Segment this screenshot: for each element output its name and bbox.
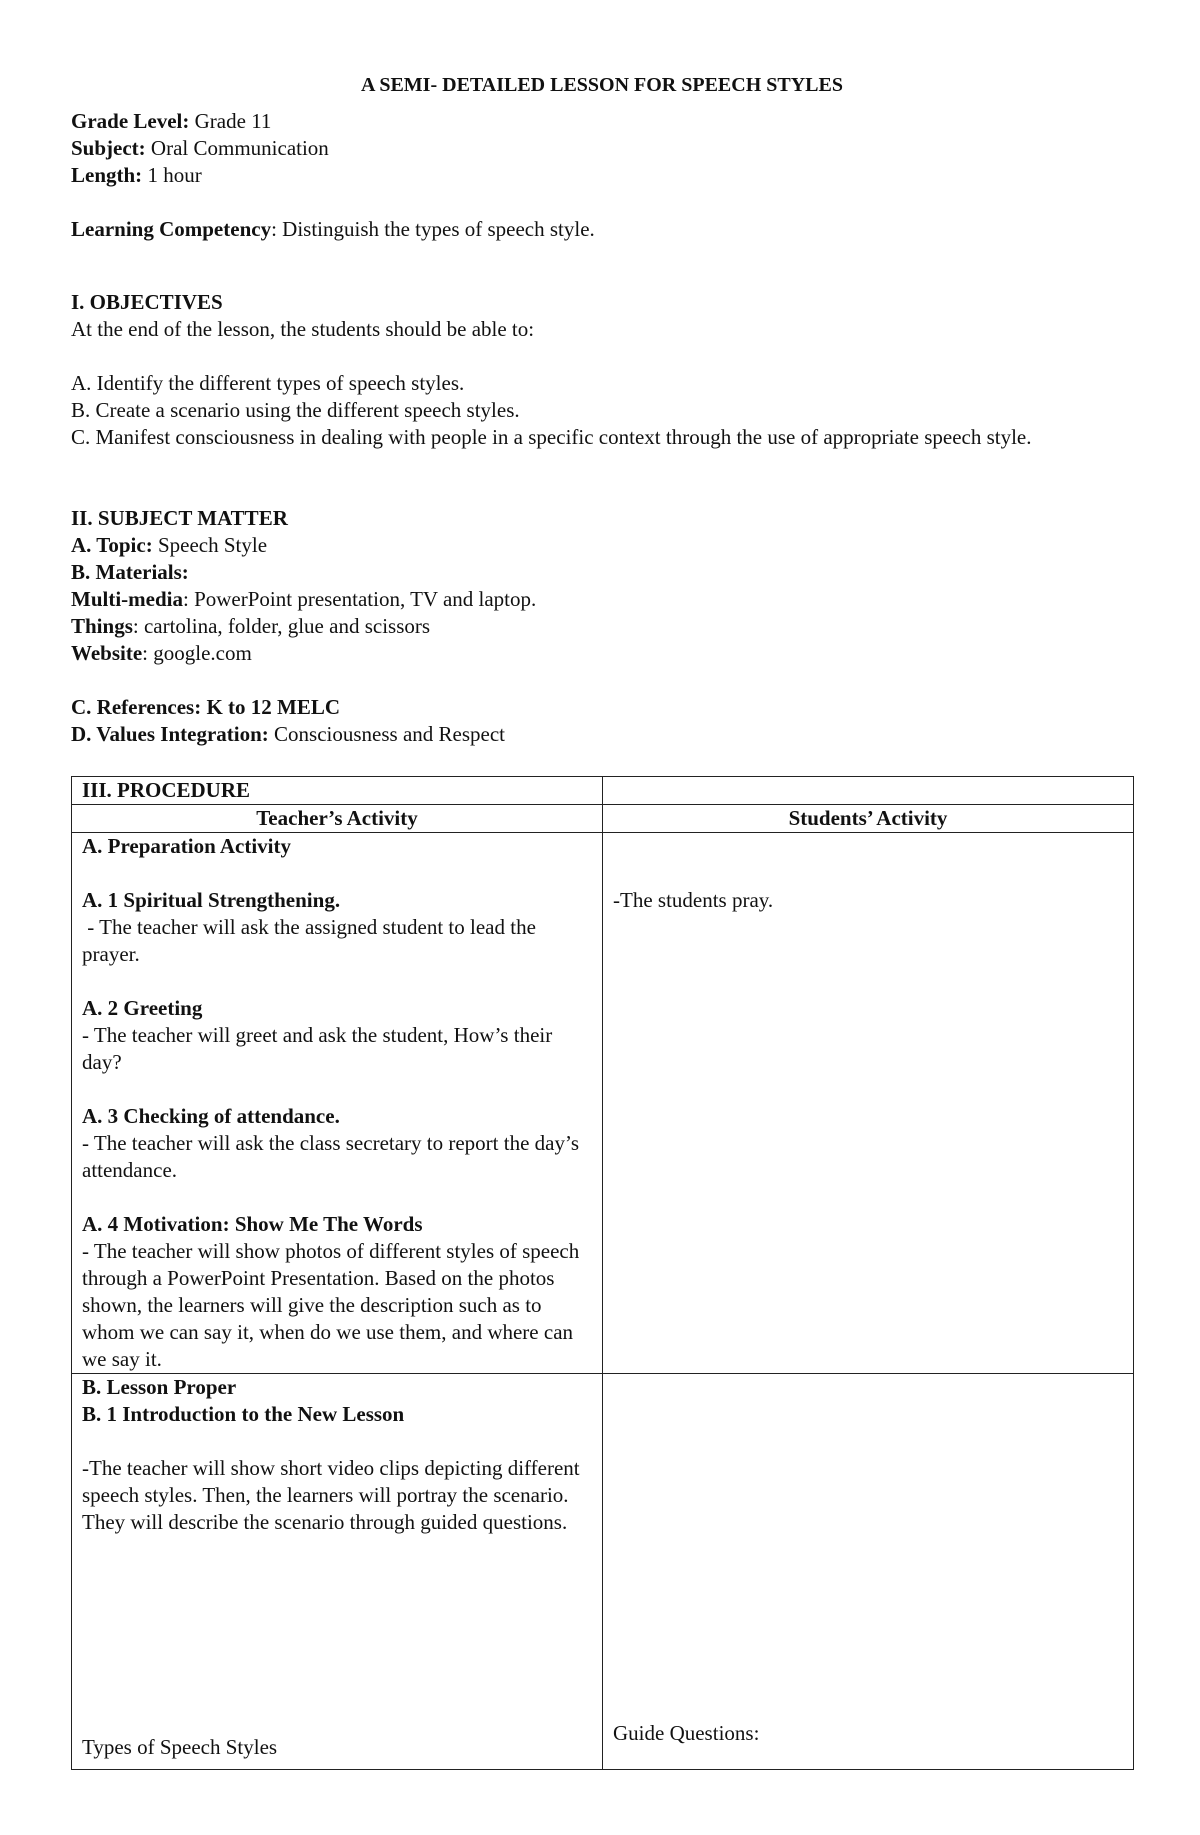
- lesson-proper-students-cell: [603, 1374, 1134, 1770]
- a4-text: - The teacher will show photos of different styles of speech through a PowerPoint Presentation. Based on the photos shown, the learners will give the description such as to whom we can say it, when do we use them, and where can we say it.: [82, 1239, 580, 1371]
- empty-cell: [603, 777, 1134, 805]
- website-label: Website: [71, 641, 143, 665]
- preparation-students-cell: [603, 833, 1134, 1374]
- b1-text: -The teacher will show short video clips depicting different speech styles. Then, the learners will portray the scenario. They will describe the scenario through guided questions.: [82, 1456, 580, 1534]
- grade-level-label: Grade Level:: [71, 109, 190, 133]
- multimedia-line: [71, 586, 1133, 613]
- procedure-table: [71, 776, 1134, 1770]
- objective-item: A. Identify the different types of speech styles.: [71, 371, 465, 395]
- a1-text: - The teacher will ask the assigned student to lead the prayer.: [82, 915, 542, 966]
- subject-matter-heading: II. SUBJECT MATTER: [71, 506, 288, 530]
- lesson-proper-cell: [72, 1374, 603, 1770]
- references-line: C. References: K to 12 MELC: [71, 695, 341, 719]
- website-line: [71, 640, 1133, 667]
- objectives-section: [71, 289, 1133, 451]
- lesson-proper-heading: B. Lesson Proper: [82, 1375, 237, 1399]
- a2-text: - The teacher will greet and ask the student, How’s their day?: [82, 1023, 553, 1074]
- values-label: D. Values Integration:: [71, 722, 269, 746]
- teacher-activity-header: Teacher’s Activity: [72, 805, 603, 833]
- a1-student-response: -The students pray.: [613, 888, 774, 912]
- objectives-heading: I. OBJECTIVES: [71, 290, 223, 314]
- a3-heading: A. 3 Checking of attendance.: [82, 1104, 340, 1128]
- document-title: A SEMI- DETAILED LESSON FOR SPEECH STYLES: [361, 74, 843, 96]
- table-row: [72, 777, 1134, 805]
- preparation-heading: A. Preparation Activity: [82, 834, 291, 858]
- subject-line: [71, 135, 1133, 162]
- objective-item: C. Manifest consciousness in dealing with people in a specific context through the use of appropriate speech style.: [71, 425, 1032, 449]
- b1-heading: B. 1 Introduction to the New Lesson: [82, 1402, 405, 1426]
- things-line: [71, 613, 1133, 640]
- multimedia-label: Multi-media: [71, 587, 183, 611]
- subject-label: Subject:: [71, 136, 146, 160]
- lesson-info: [71, 108, 1133, 243]
- competency-value: : Distinguish the types of speech style.: [271, 217, 595, 241]
- students-activity-header: Students’ Activity: [603, 805, 1134, 833]
- length-label: Length:: [71, 163, 143, 187]
- objectives-intro: At the end of the lesson, the students should be able to:: [71, 317, 535, 341]
- types-of-speech-styles-label: Types of Speech Styles: [82, 1735, 278, 1759]
- procedure-heading: III. PROCEDURE: [72, 777, 603, 805]
- values-value: Consciousness and Respect: [274, 722, 506, 746]
- things-label: Things: [71, 614, 133, 638]
- a4-heading: A. 4 Motivation: Show Me The Words: [82, 1212, 423, 1236]
- a1-heading: A. 1 Spiritual Strengthening.: [82, 888, 341, 912]
- preparation-cell: [72, 833, 603, 1374]
- competency-label: Learning Competency: [71, 217, 272, 241]
- guide-questions-label: Guide Questions:: [613, 1721, 760, 1745]
- grade-level-value: Grade 11: [194, 109, 272, 133]
- topic-label: A. Topic:: [71, 533, 153, 557]
- topic-line: [71, 532, 1133, 559]
- table-row: [72, 805, 1134, 833]
- table-row: [72, 833, 1134, 1374]
- website-value: : google.com: [142, 641, 252, 665]
- topic-value: Speech Style: [157, 533, 268, 557]
- competency-line: [71, 216, 1133, 243]
- subject-matter-section: [71, 505, 1133, 748]
- materials-label: B. Materials:: [71, 560, 189, 584]
- length-line: [71, 162, 1133, 189]
- things-value: : cartolina, folder, glue and scissors: [132, 614, 431, 638]
- a3-text: - The teacher will ask the class secretary to report the day’s attendance.: [82, 1131, 579, 1182]
- multimedia-value: : PowerPoint presentation, TV and laptop.: [182, 587, 537, 611]
- grade-level-line: [71, 108, 1133, 135]
- subject-value: Oral Communication: [150, 136, 329, 160]
- objective-item: B. Create a scenario using the different speech styles.: [71, 398, 520, 422]
- length-value: 1 hour: [147, 163, 202, 187]
- values-line: [71, 721, 1133, 748]
- table-row: [72, 1374, 1134, 1770]
- a2-heading: A. 2 Greeting: [82, 996, 203, 1020]
